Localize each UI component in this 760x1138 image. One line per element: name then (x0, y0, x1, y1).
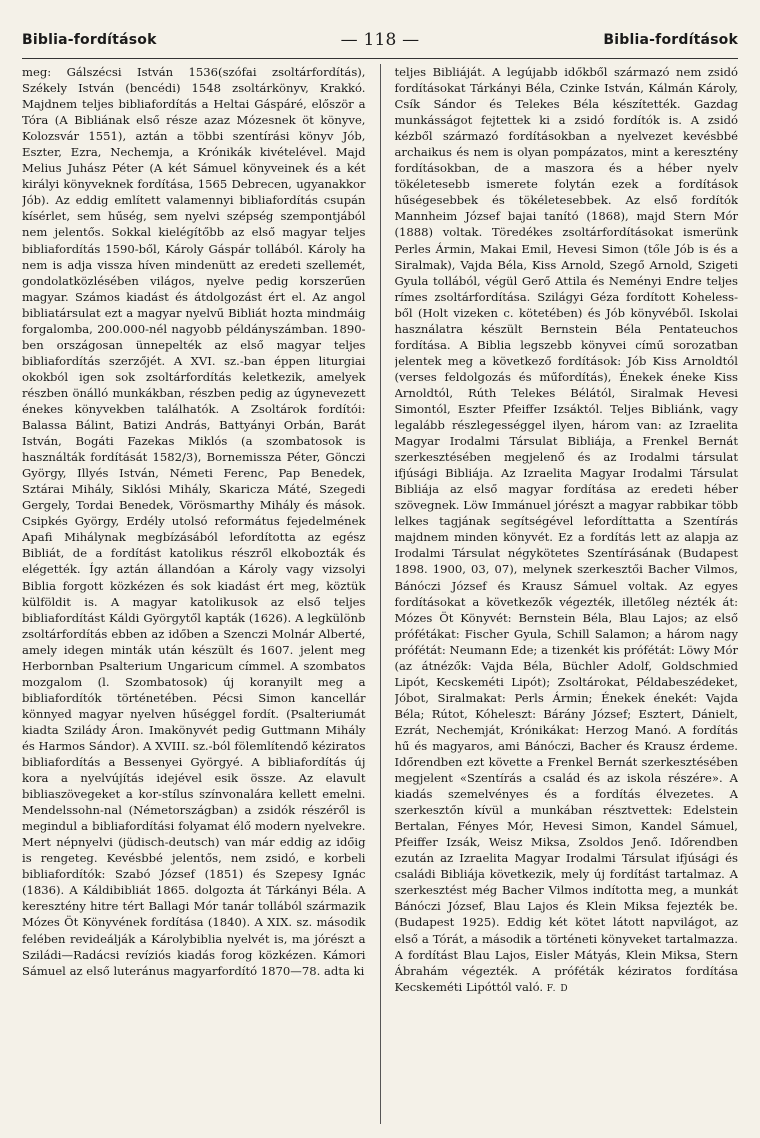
header-rule (22, 58, 738, 59)
running-header (22, 20, 738, 60)
column-divider (380, 64, 381, 1124)
left-column (22, 64, 366, 1124)
right-column-text: teljes Bibliáját. A legújabb időkből származó nem zsidó fordításokat Tárkányi Béla, Czinke István, Kálmán Károly, Csík Sándor és Telekes Béla készítették. Gazdag munkásságot fejtettek ki a zsidó fordítók is. A zsidó kézből származó fordításokban a nyelvezet kevésbbé archaikus és nem is olyan pompázatos, mint a keresztény fordításokban, de a maszora és a héber nyelv tökéletesebb ismerete folytán ezek a fordítások hűségesebbek és tökéletesebbek. Az első fordítók Mannheim József bajai tanító (1868), majd Stern Mór (1888) voltak. Töredékes zsoltárfordításokat ismerünk Perles Ármin, Makai Emil, Hevesi Simon (tőle Jób is és a Siralmak), Vajda Béla, Kiss Arnold, Szegő Arnold, Szigeti Gyula tollából, végül Gerő Attila és Neményi Endre teljes rímes zsoltárfordítása. Szilágyi Géza fordított Koheless-ből (Holt vizeken c. kötetében) és Jób könyvéből. Iskolai használatra készült Bernstein Béla Pentateuchos fordítása. A Biblia legszebb könyvei című sorozatban jelentek meg a következő fordítások: Jób Kiss Arnoldtól (verses feldolgozás és műfordítás), Énekek éneke Kiss Arnoldtól, Rúth Telekes Bélától, Siralmak Hevesi Simontól, Eszter Pfeiffer Izsáktól. Teljes Bibliánk, vagy legalább részlegességgel ilyen, három van: az Izraelita Magyar Irodalmi Társulat Bibliája, a Frenkel Bernát szerkesztésében megjelenő és az Irodalmi társulat ifjúsági Bibliája. Az Izraelita Magyar Irodalmi Társulat Bibliája az első magyar fordítása az eredeti héber szövegnek. Löw Immánuel jórészt a magyar rabbikar több lelkes tagjának segítségével lefordíttatta a Szentírás majdnem minden könyvét. Ez a fordítás lett az alapja az Irodalmi Társulat négykötetes Szentírásának (Budapest 1898. 1900, 03, 07), melynek szerkesztői Bacher Vilmos, Bánóczi József és Krausz Sámuel voltak. Az egyes fordításokat a következők végezték, illetőleg nézték át: Mózes Öt Könyvét: Bernstein Béla, Blau Lajos; az első prófétákat: Fischer Gyula, Schill Salamon; a három nagy prófétát: Neumann Ede; a tizenkét kis prófétát: Löwy Mór (az átnézők: Vajda Béla, Büchler Adolf, Goldschmied Lipót, Kecskeméti Lipót); Zsoltárokat, Példabeszédeket, Jóbot, Siralmakat: Perls Ármin; Énekek énekét: Vajda Béla; Rútot, Kóheleszt: Bárány József; Esztert, Dánielt, Ezrát, Nechemját, Krónikákat: Herzog Manó. A fordítás hű és magyaros, ami Bánóczi, Bacher és Krausz érdeme. Időrendben ezt követte a Frenkel Bernát szerkesztésében megjelent «Szentírás a család és az iskola részére». A kiadás szemelvényes és a fordítás élvezetes. A szerkesztőn kívül a munkában résztvettek: Edelstein Bertalan, Fényes Mór, Hevesi Simon, Kandel Sámuel, Pfeiffer Izsák, Weisz Miksa, Zsoldos Jenő. Időrendben ezután az Izraelita Magyar Irodalmi Társulat ifjúsági és családi Bibliája következik, mely új fordítást tartalmaz. A szerkesztést még Bacher Vilmos indította meg, a munkát Bánóczi József, Blau Lajos és Klein Miksa fejezték be. (Budapest 1925). Eddig két kötet látott napvilágot, az első a Tórát, a második a történeti könyveket tartalmazza. A fordítást Blau Lajos, Eisler Mátyás, Klein Miksa, Stern Ábrahám végezték. A próféták kéziratos fordítása Kecskeméti Lipóttól való. (394, 65, 738, 994)
left-column-text: meg: Gálszécsi István 1536(szófai zsoltárfordítás), Székely István (bencédi) 1548 zsoltárkönyv, Krakkó. Majdnem teljes bibliafordítás a Heltai Gáspáré, először a Tóra (A Bibliának első része azaz Mózesnek öt könyve, Kolozsvár 1551), aztán a többi szentírási könyv Jób, Eszter, Ezra, Nechemja, a Krónikák kivételével. Majd Melius Juhász Péter (A két Sámuel könyveinek és a két királyi könyveknek fordítása, 1565 Debrecen, ugyanakkor Jób). Az eddig említett valamennyi bibliafordítás csupán kísérlet, sem hűség, sem nyelvi szépség szempontjából nem jelentős. Sokkal kielégítőbb az első magyar teljes bibliafordítás 1590-ből, Károly Gáspár tollából. Károly ha nem is adja vissza híven mindenütt az eredeti szellemét, gondolatközlésében világos, nyelve pedig korszerűen magyar. Számos kiadást és átdolgozást ért el. Az angol bibliatársulat ezt a magyar nyelvű Bibliát hozta mindmáig forgalomba, 200.000-nél nagyobb példányszámban. 1890-ben országosan ünnepelték az első magyar teljes bibliafordítás szerzőjét. A XVI. sz.-ban éppen liturgiai okokból igen sok zsoltárfordítás keletkezik, amelyek részben önálló munkákban, részben pedig az úgynevezett énekes könyvekben találhatók. A Zsoltárok fordítói: Balassa Bálint, Batizi András, Battyányi Orbán, Barát István, Bogáti Fazekas Miklós (a szombatosok is használták fordítását 1582/3), Bornemissza Péter, Gönczi György, Illyés István, Németi Ferenc, Pap Benedek, Sztárai Mihály, Siklósi Mihály, Skaricza Máté, Szegedi Gergely, Tordai Benedek, Vörösmarthy Mihály és mások. Csipkés György, Erdély utolsó református fejedelmének Apafi Mihálynak megbízásából lefordította az egész Bibliát, de a fordítást katolikus részről elkobozták és elégették. Így aztán állandóan a Károly vagy vizsolyi Biblia forgott közkézen és sok kiadást ért meg, köztük külföldit is. A magyar katolikusok az első teljes bibliafordítást Káldi Györgytől kapták (1626). A legkülönb zsoltárfordítás ebben az időben a Szenczi Molnár Alberté, amely idegen minták után készült és 1607. jelent meg Herbornban Psalterium Ungaricum címmel. A szombatos mozgalom (l. Szombatosok) új koranyilt meg a bibliafordítók történetében. Pécsi Simon kancellár könnyed magyar nyelven hűséggel fordít. (Psalteriumát kiadta Szilády Áron. Imakönyvét pedig Guttmann Mihály és Harmos Sándor). A XVIII. sz.-ból fölemlítendő kéziratos bibliafordítás a Bessenyei Györgyé. A bibliafordítás új kora a nyelvújítás idejével esik össze. Az elavult bibliaszövegeket a kor-stílus színvonalára kellett emelni. Mendelssohn-nal (Németországban) a zsidók részéről is megindul a bibliafordítási folyamat élő modern nyelvekre. Mert népnyelvi (jüdisch-deutsch) van már eddig az időig is rengeteg. Kevésbbé jelentős, nem zsidó, e korbeli bibliafordítók: Szabó József (1851) és Szepesy Ignác (1836). A Káldibibliát 1865. dolgozta át Tárkányi Béla. A keresztény hitre tért Ballagi Mór tanár tollából származik Mózes Öt Könyvének fordítása (1840). A XIX. sz. második felében revideálják a Károlybiblia nyelvét is, ma jórészt a Sziládi—Radácsi revíziós kiadás forog közkézen. Kámori Sámuel az első luteránus magyarfordító 1870—78. adta ki (22, 65, 366, 978)
right-column-paragraph (395, 64, 739, 997)
page-number: — 118 — (340, 30, 420, 50)
header-right: Biblia-fordítások (603, 32, 738, 48)
right-column (395, 64, 739, 1124)
header-left: Biblia-fordítások (22, 32, 157, 48)
author-signature: F. D (546, 983, 569, 994)
text-columns (22, 64, 738, 1124)
